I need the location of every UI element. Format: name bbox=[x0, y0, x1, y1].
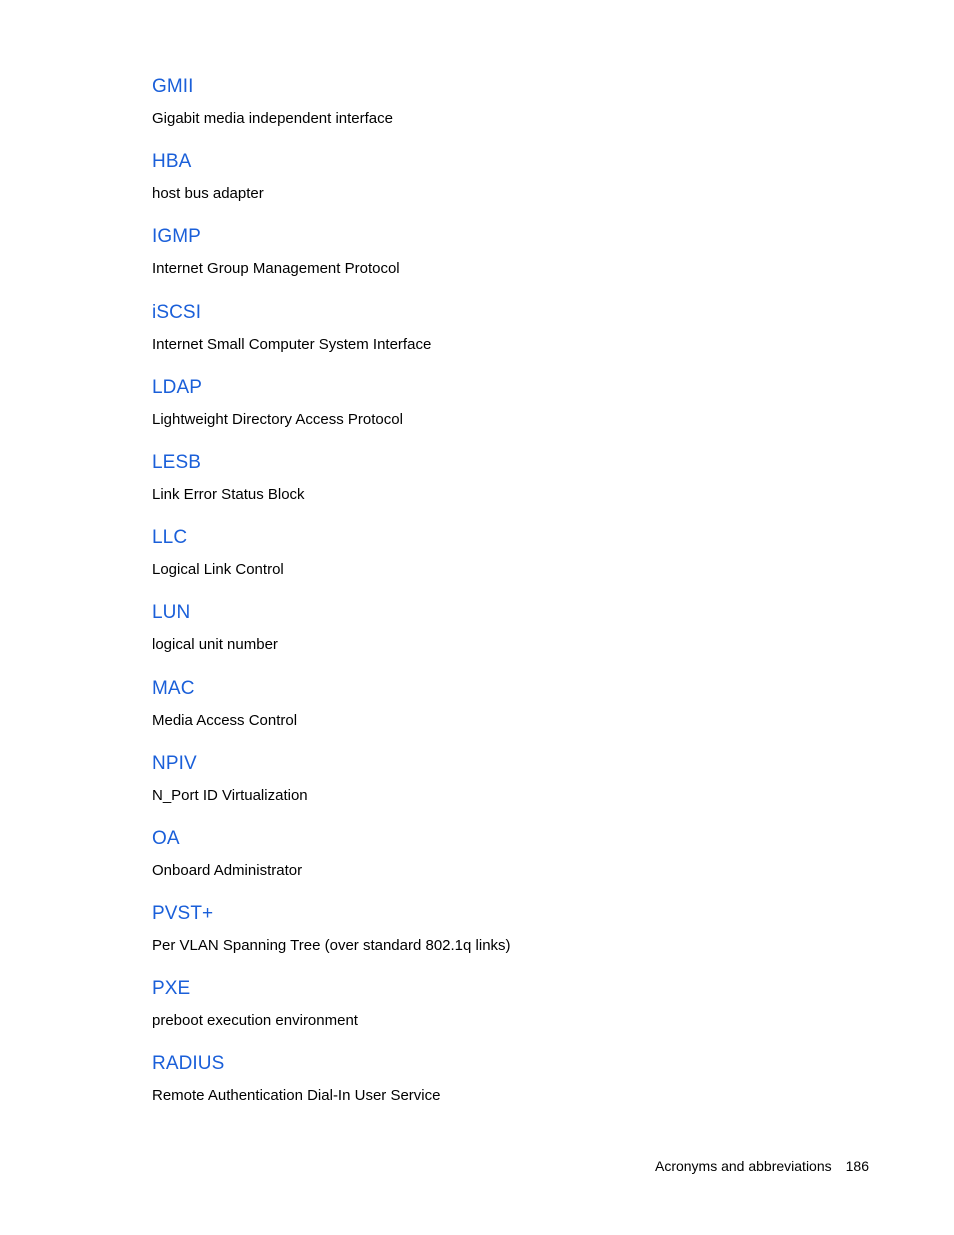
acronym-definition: preboot execution environment bbox=[152, 1012, 358, 1030]
acronym-definition: Lightweight Directory Access Protocol bbox=[152, 410, 403, 428]
acronym-entry bbox=[152, 300, 852, 375]
acronym-entry bbox=[152, 149, 852, 224]
acronym-term-link[interactable]: iSCSI bbox=[152, 301, 202, 323]
acronym-definition: logical unit number bbox=[152, 636, 278, 654]
acronym-entry bbox=[152, 976, 852, 1051]
acronym-term-link[interactable]: RADIUS bbox=[152, 1053, 225, 1075]
acronym-entry bbox=[152, 901, 852, 976]
acronym-entry bbox=[152, 676, 852, 751]
acronym-term-link[interactable]: IGMP bbox=[152, 226, 201, 248]
acronym-entry bbox=[152, 826, 852, 901]
acronym-definition: Gigabit media independent interface bbox=[152, 110, 393, 127]
acronym-entry bbox=[152, 450, 852, 525]
footer-section-title: Acronyms and abbreviations bbox=[654, 1158, 832, 1174]
acronym-definition: Link Error Status Block bbox=[152, 485, 305, 503]
acronym-definition: N_Port ID Virtualization bbox=[152, 786, 308, 804]
acronym-definition: Internet Group Management Protocol bbox=[152, 260, 400, 278]
acronym-term-link[interactable]: OA bbox=[152, 827, 180, 849]
acronym-entry bbox=[152, 525, 852, 600]
acronym-definition: Per VLAN Spanning Tree (over standard 802.1q links) bbox=[152, 937, 511, 955]
acronym-term-link[interactable]: LDAP bbox=[152, 376, 203, 398]
acronym-term-link[interactable]: LUN bbox=[152, 602, 191, 624]
page-footer bbox=[655, 1158, 869, 1174]
acronym-definition: Remote Authentication Dial-In User Service bbox=[152, 1087, 441, 1105]
acronym-definition: Onboard Administrator bbox=[152, 861, 303, 879]
acronym-definition: Media Access Control bbox=[152, 711, 298, 729]
acronym-list bbox=[152, 74, 852, 1127]
acronym-term-link[interactable]: PXE bbox=[152, 978, 191, 1000]
acronym-term-link[interactable]: HBA bbox=[152, 151, 192, 173]
acronym-term-link[interactable]: GMII bbox=[152, 76, 194, 97]
acronym-entry bbox=[152, 224, 852, 299]
page-number: 186 bbox=[845, 1158, 869, 1174]
acronym-term-link[interactable]: MAC bbox=[152, 677, 195, 699]
acronym-entry bbox=[152, 751, 852, 826]
acronym-definition: Logical Link Control bbox=[152, 561, 284, 579]
acronym-entry bbox=[152, 1051, 852, 1126]
acronym-entry bbox=[152, 375, 852, 450]
acronym-definition: host bus adapter bbox=[152, 185, 264, 203]
acronym-entry bbox=[152, 600, 852, 675]
acronym-term-link[interactable]: LESB bbox=[152, 451, 201, 473]
acronym-term-link[interactable]: LLC bbox=[152, 527, 188, 549]
acronym-entry bbox=[152, 74, 852, 149]
acronym-term-link[interactable]: PVST+ bbox=[152, 903, 214, 925]
acronym-term-link[interactable]: NPIV bbox=[152, 752, 197, 774]
acronym-definition: Internet Small Computer System Interface bbox=[152, 335, 432, 353]
